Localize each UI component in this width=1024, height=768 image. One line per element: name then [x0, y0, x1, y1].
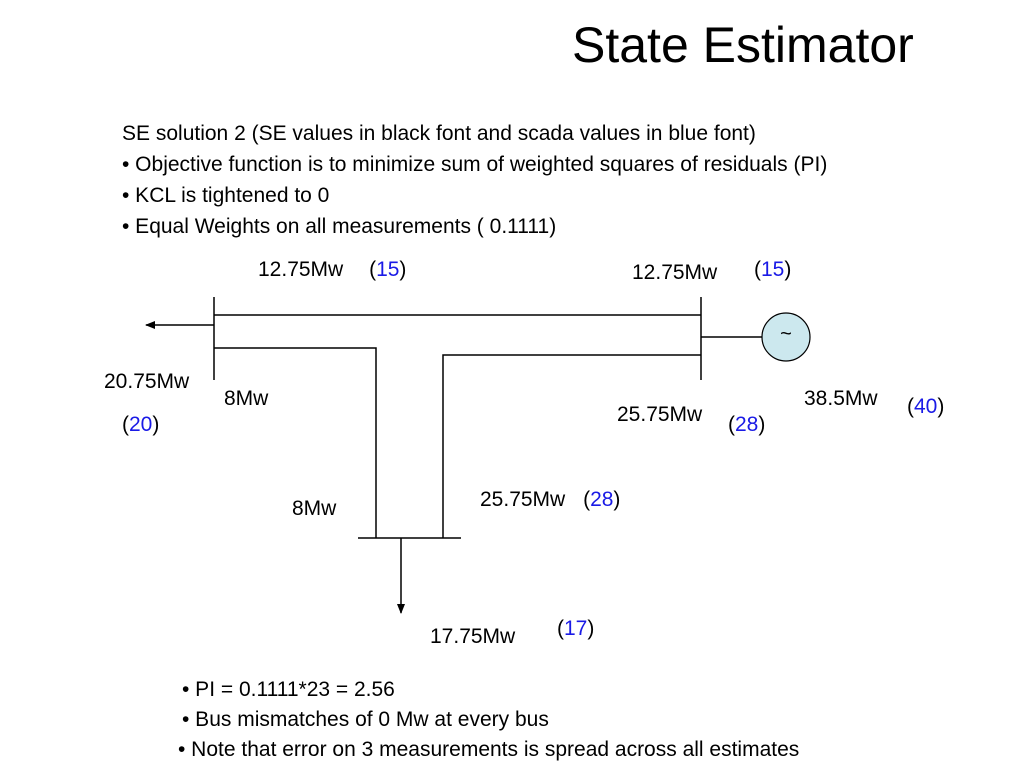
se-value: 25.75Mw — [617, 403, 703, 426]
scada-label-generator: (40) — [907, 395, 945, 418]
scada-label-bottom: (17) — [557, 617, 595, 640]
scada-value: 15 — [761, 258, 785, 281]
scada-value: 17 — [564, 617, 588, 640]
intro-line-weights: • Equal Weights on all measurements ( 0.1111) — [122, 215, 557, 238]
scada-label-top-right: (15) — [754, 258, 792, 281]
scada-label-right-upper: (28) — [728, 413, 766, 436]
load-label-left — [104, 371, 189, 392]
note-mismatch: • Bus mismatches of 0 Mw at every bus — [182, 708, 549, 731]
se-value: 12.75Mw — [632, 261, 718, 284]
se-value: 8Mw — [292, 497, 337, 520]
generator-symbol: ~ — [780, 323, 792, 345]
flow-label-top-left: 12.75Mw (15) — [258, 258, 407, 281]
flow-label-top-right — [632, 262, 717, 283]
notes — [178, 675, 800, 765]
intro-line-solution: SE solution 2 (SE values in black font and scada values in blue font) — [122, 122, 756, 145]
scada-value: 15 — [376, 258, 400, 281]
se-value: 25.75Mw — [480, 488, 566, 511]
flow-label-right-upper — [617, 404, 702, 425]
note-error-spread: • Note that error on 3 measurements is spread across all estimates — [178, 738, 800, 761]
intro-line-objective: • Objective function is to minimize sum of weighted squares of residuals (PI) — [122, 153, 828, 176]
page-title: State Estimator — [572, 17, 914, 73]
se-value: 17.75Mw — [430, 625, 516, 648]
scada-value: 40 — [914, 395, 938, 418]
intro-line-kcl: • KCL is tightened to 0 — [122, 184, 330, 207]
se-value: 20.75Mw — [104, 370, 190, 393]
scada-label-left: (20) — [122, 413, 160, 436]
note-pi: • PI = 0.1111*23 = 2.56 — [182, 678, 395, 701]
flow-label-left-lower — [292, 498, 336, 519]
load-label-bottom — [430, 626, 515, 647]
scada-value: 20 — [129, 413, 153, 436]
generator-output-label — [804, 388, 878, 409]
se-value: 8Mw — [224, 387, 269, 410]
scada-value: 28 — [735, 413, 759, 436]
se-value: 12.75Mw — [258, 258, 344, 281]
scada-value: 28 — [590, 488, 614, 511]
flow-label-right-lower: 25.75Mw (28) — [480, 488, 621, 511]
flow-label-left-upper — [224, 388, 268, 409]
se-value: 38.5Mw — [804, 387, 878, 410]
